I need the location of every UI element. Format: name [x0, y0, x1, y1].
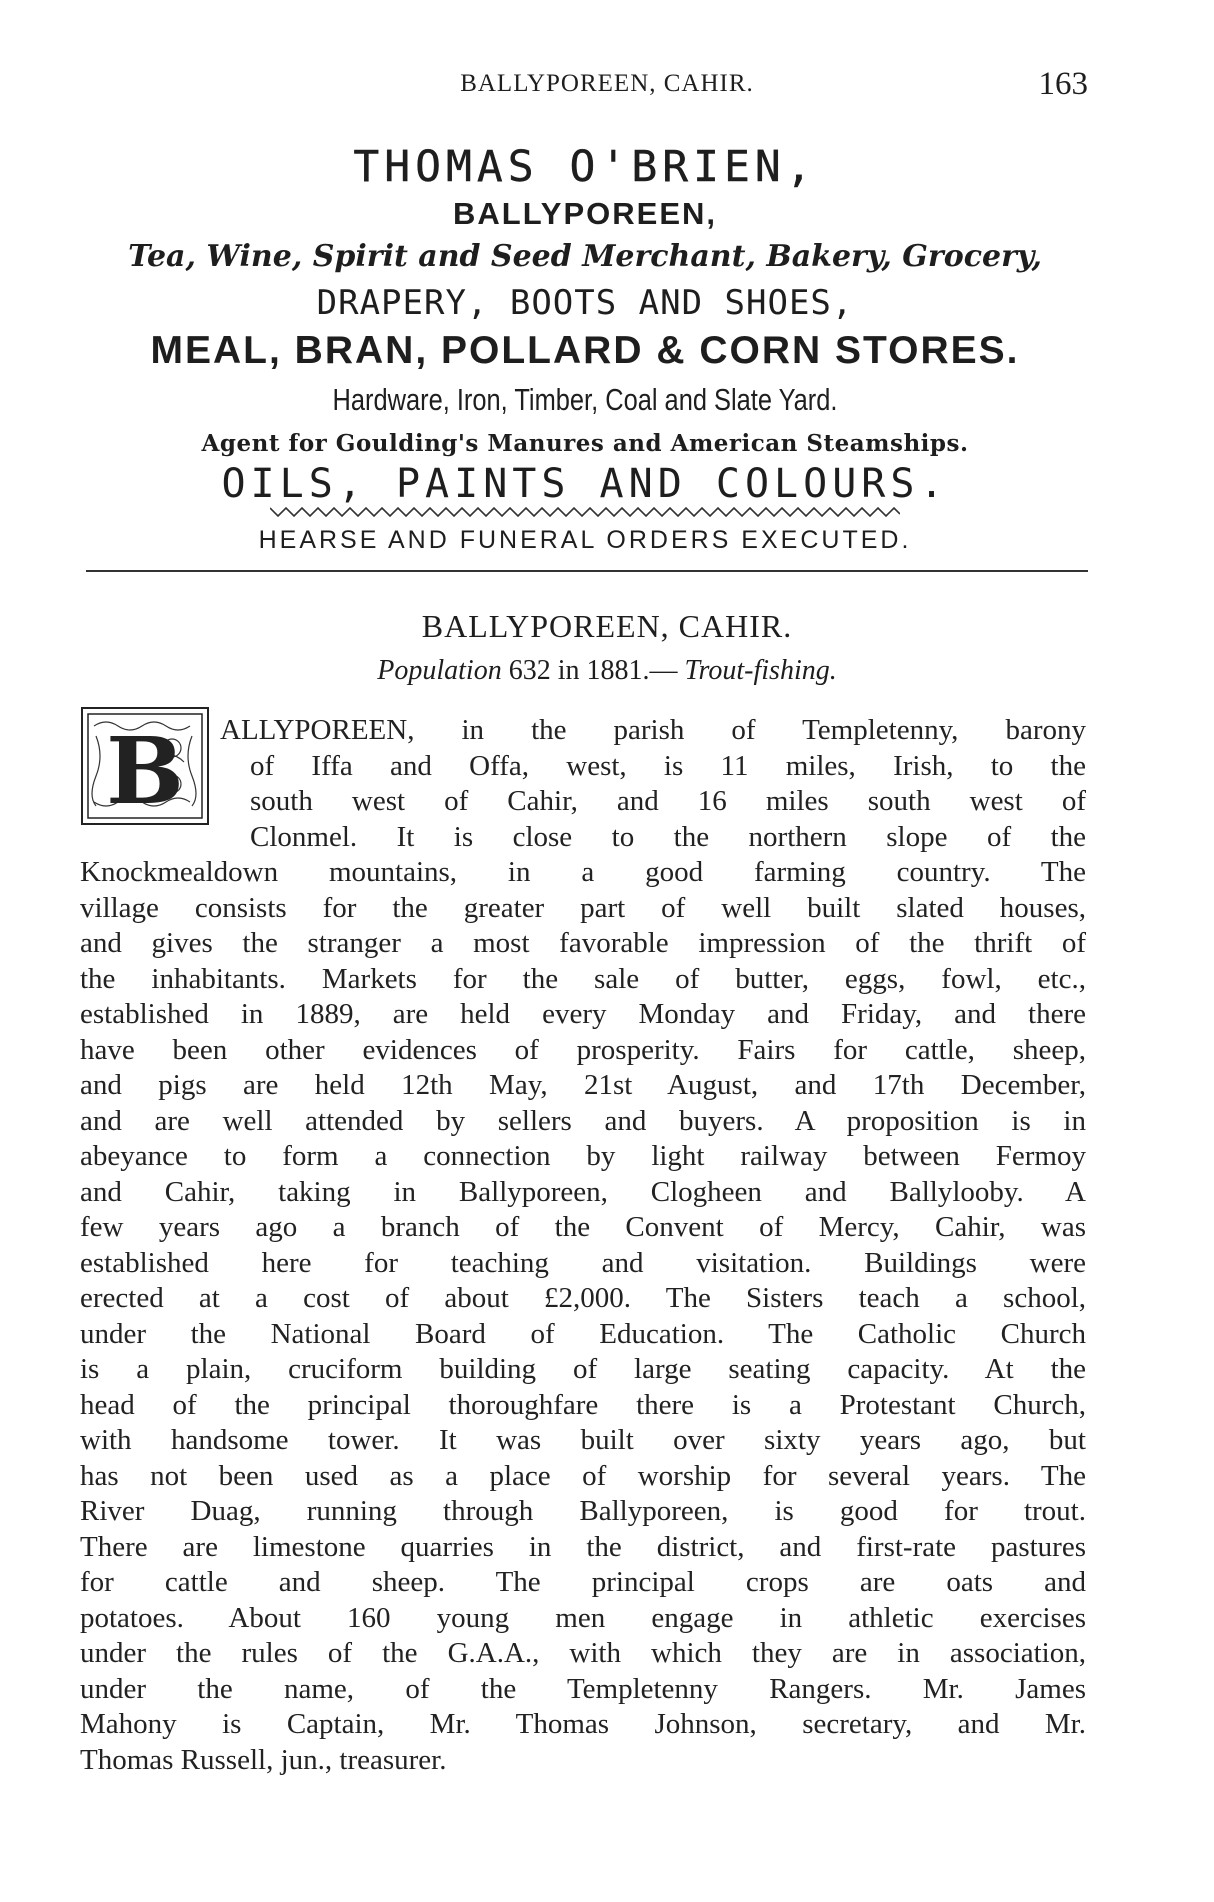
- body-line: south west of Cahir, and 16 miles south west of: [250, 785, 1086, 817]
- body-line: and are well attended by sellers and buyers. A proposition is in: [80, 1104, 1086, 1137]
- running-head: BALLYPOREEN, CAHIR.: [460, 70, 754, 97]
- body-line: abeyance to form a connection by light railway between Fermoy: [80, 1140, 1086, 1172]
- body-line: under the National Board of Education. The Catholic Church: [80, 1317, 1086, 1350]
- ad-hearse: HEARSE AND FUNERAL ORDERS EXECUTED.: [258, 526, 912, 554]
- population-value: 632 in 1881.—: [508, 655, 678, 686]
- body-line: has not been used as a place of worship for several years. The: [80, 1459, 1086, 1492]
- body-line: under the rules of the G.A.A., with which they are in association,: [80, 1637, 1086, 1669]
- body-line: erected at a cost of about £2,000. The Sisters teach a school,: [80, 1282, 1086, 1314]
- article-subtitle: [0, 655, 1214, 687]
- article-title: BALLYPOREEN, CAHIR.: [421, 608, 793, 644]
- body-line: of Iffa and Offa, west, is 11 miles, Irish, to the: [250, 749, 1086, 782]
- ad-oils: OILS, PAINTS AND COLOURS.: [221, 461, 949, 507]
- trout-fishing: Trout-fishing.: [684, 655, 837, 686]
- article-body: [80, 713, 1086, 1778]
- wavy-divider: [270, 506, 900, 518]
- page-number: 163: [1038, 66, 1088, 102]
- ad-hardware: Hardware, Iron, Timber, Coal and Slate Yard.: [332, 382, 838, 417]
- horizontal-rule: [86, 570, 1088, 572]
- advertisement: [80, 140, 1090, 558]
- ad-drapery: DRAPERY, BOOTS AND SHOES,: [316, 283, 854, 323]
- body-line: and pigs are held 12th May, 21st August, and 17th December,: [80, 1069, 1086, 1101]
- body-line: have been other evidences of prosperity. Fairs for cattle, sheep,: [80, 1033, 1086, 1066]
- body-line: and Cahir, taking in Ballyporeen, Clogheen and Ballylooby. A: [80, 1175, 1086, 1208]
- body-line: Mahony is Captain, Mr. Thomas Johnson, secretary, and Mr.: [80, 1708, 1086, 1740]
- body-line: There are limestone quarries in the district, and first-rate pastures: [80, 1530, 1086, 1563]
- body-line: established in 1889, are held every Monday and Friday, and there: [80, 998, 1086, 1030]
- body-line: Knockmealdown mountains, in a good farming country. The: [80, 856, 1086, 888]
- body-line: ALLYPOREEN, in the parish of Templetenny, barony: [220, 714, 1086, 746]
- drop-cap-letter: B: [106, 717, 184, 825]
- body-line: Thomas Russell, jun., treasurer.: [80, 1743, 447, 1776]
- ad-meal-stores: MEAL, BRAN, POLLARD & CORN STORES.: [150, 329, 1020, 372]
- ad-merchant-name: THOMAS O'BRIEN,: [353, 142, 817, 192]
- body-line: River Duag, running through Ballyporeen, is good for trout.: [80, 1495, 1086, 1527]
- body-line: established here for teaching and visitation. Buildings were: [80, 1246, 1086, 1279]
- ad-agent: Agent for Goulding's Manures and American Steamships.: [201, 430, 969, 457]
- body-line: Clonmel. It is close to the northern slope of the: [250, 820, 1086, 853]
- body-line: and gives the stranger a most favorable impression of the thrift of: [80, 927, 1086, 959]
- population-label: Population: [377, 655, 502, 686]
- body-line: few years ago a branch of the Convent of Mercy, Cahir, was: [80, 1211, 1086, 1243]
- ad-trades: Tea, Wine, Spirit and Seed Merchant, Bakery, Grocery,: [128, 239, 1042, 274]
- body-line: is a plain, cruciform building of large seating capacity. At the: [80, 1353, 1086, 1385]
- body-line: potatoes. About 160 young men engage in athletic exercises: [80, 1601, 1086, 1634]
- body-line: under the name, of the Templetenny Rangers. Mr. James: [80, 1672, 1086, 1705]
- body-line: with handsome tower. It was built over sixty years ago, but: [80, 1424, 1086, 1456]
- body-line: village consists for the greater part of well built slated houses,: [80, 891, 1086, 924]
- body-line: the inhabitants. Markets for the sale of butter, eggs, fowl, etc.,: [80, 962, 1086, 995]
- body-line: head of the principal thoroughfare there is a Protestant Church,: [80, 1388, 1086, 1421]
- body-line: for cattle and sheep. The principal crops are oats and: [80, 1566, 1086, 1598]
- ad-place: BALLYPOREEN,: [452, 196, 717, 231]
